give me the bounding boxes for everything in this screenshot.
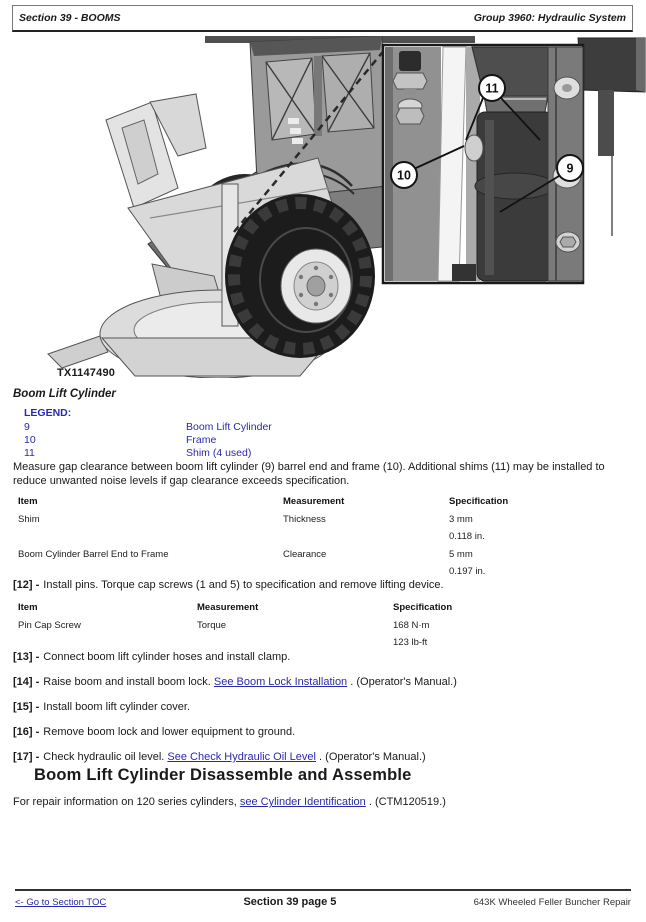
cell-measurement: Torque [197, 619, 227, 631]
svg-text:11: 11 [485, 81, 499, 96]
cell-item: Shim [18, 513, 40, 525]
machine-rear-block [578, 38, 645, 236]
svg-text:10: 10 [397, 168, 411, 183]
cell-specification [393, 617, 630, 652]
step-text-post: . (Operator's Manual.) [315, 751, 426, 763]
step-number: [14] - [13, 676, 40, 688]
legend-title: LEGEND: [24, 407, 72, 419]
legend-item [24, 421, 630, 434]
col-header-item: Item [18, 602, 38, 613]
spec-imperial: 0.118 in. [449, 531, 485, 542]
spec-table-clearance [18, 493, 630, 581]
legend-ref: 10 [24, 434, 36, 446]
table-header-row [18, 493, 630, 511]
table-row [18, 617, 630, 652]
table-row [18, 546, 630, 581]
page-header [12, 5, 633, 32]
col-header-measurement: Measurement [197, 602, 259, 613]
intro-paragraph: Measure gap clearance between boom lift cylinder (9) barrel end and frame (10). Additional shims (11) may be installed to reduce unwanted noise levels if gap clearance exceeds specification. [13, 461, 605, 487]
callout-9 [557, 155, 583, 181]
cell-item: Pin Cap Screw [18, 619, 81, 631]
callout-10 [391, 162, 417, 188]
table-row [18, 511, 630, 546]
spec-metric: 168 N·m [393, 619, 430, 631]
callout-11 [479, 75, 505, 101]
header-section-title: Section 39 - BOOMS [19, 12, 121, 24]
legend-ref: 9 [24, 421, 30, 433]
legend-item [24, 434, 630, 447]
step-text: Check hydraulic oil level. [43, 751, 168, 763]
boom-lock-installation-link[interactable]: See Boom Lock Installation [213, 676, 348, 688]
legend-label: Shim (4 used) [186, 447, 252, 459]
cylinder-identification-link[interactable]: see Cylinder Identification [239, 796, 366, 808]
step-text: Install pins. Torque cap screws (1 and 5) to specification and remove lifting device. [43, 579, 444, 591]
legend-label: Boom Lift Cylinder [186, 421, 272, 433]
cell-specification [449, 546, 630, 581]
detail-inset-box [383, 45, 583, 283]
footer-page-number: Section 39 page 5 [243, 896, 337, 908]
figure-area [0, 36, 646, 378]
footer-manual-title: 643K Wheeled Feller Buncher Repair [473, 897, 631, 908]
step-text: Install boom lift cylinder cover. [43, 701, 191, 713]
col-header-measurement: Measurement [283, 496, 345, 507]
table-header-row [18, 599, 630, 617]
repair-note-post: . (CTM120519.) [365, 796, 446, 808]
check-hydraulic-oil-level-link[interactable]: See Check Hydraulic Oil Level [167, 751, 316, 763]
section-heading: Boom Lift Cylinder Disassemble and Assemble [34, 766, 412, 784]
step-text-post: . (Operator's Manual.) [347, 676, 457, 688]
svg-text:9: 9 [566, 161, 574, 176]
front-tire [225, 194, 375, 358]
legend [24, 407, 630, 460]
step-17 [13, 751, 630, 764]
step-12 [13, 579, 630, 592]
step-number: [17] - [13, 751, 40, 763]
go-to-section-toc-link[interactable]: <- Go to Section TOC [15, 897, 107, 908]
step-number: [15] - [13, 701, 40, 713]
cell-specification [449, 511, 630, 546]
spec-metric: 5 mm [449, 548, 473, 560]
col-header-item: Item [18, 496, 38, 507]
cell-measurement: Clearance [283, 548, 327, 560]
step-15 [13, 701, 630, 714]
repair-note [13, 796, 630, 808]
step-text: Raise boom and install boom lock. [43, 676, 214, 688]
machine-illustration [0, 36, 646, 378]
cell-item: Boom Cylinder Barrel End to Frame [18, 548, 169, 560]
spec-metric: 3 mm [449, 513, 473, 525]
col-header-specification: Specification [449, 496, 509, 507]
step-text: Connect boom lift cylinder hoses and install clamp. [43, 651, 291, 663]
header-group-title: Group 3960: Hydraulic System [473, 12, 626, 24]
figure-id-label: TX1147490 [57, 367, 116, 379]
legend-ref: 11 [24, 447, 35, 459]
page-footer [15, 889, 631, 908]
spec-table-torque [18, 599, 630, 652]
figure-caption: Boom Lift Cylinder [13, 388, 116, 400]
col-header-specification: Specification [393, 602, 453, 613]
legend-label: Frame [186, 434, 217, 446]
step-number: [13] - [13, 651, 40, 663]
spec-imperial: 123 lb-ft [393, 637, 428, 648]
step-14 [13, 676, 630, 689]
cell-measurement: Thickness [283, 513, 326, 525]
legend-item [24, 447, 630, 460]
step-13 [13, 651, 630, 664]
step-number: [16] - [13, 726, 40, 738]
step-number: [12] - [13, 579, 40, 591]
step-16 [13, 726, 630, 739]
step-text: Remove boom lock and lower equipment to ground. [43, 726, 296, 738]
spec-imperial: 0.197 in. [449, 566, 486, 577]
repair-note-text: For repair information on 120 series cylinders, [13, 796, 240, 808]
